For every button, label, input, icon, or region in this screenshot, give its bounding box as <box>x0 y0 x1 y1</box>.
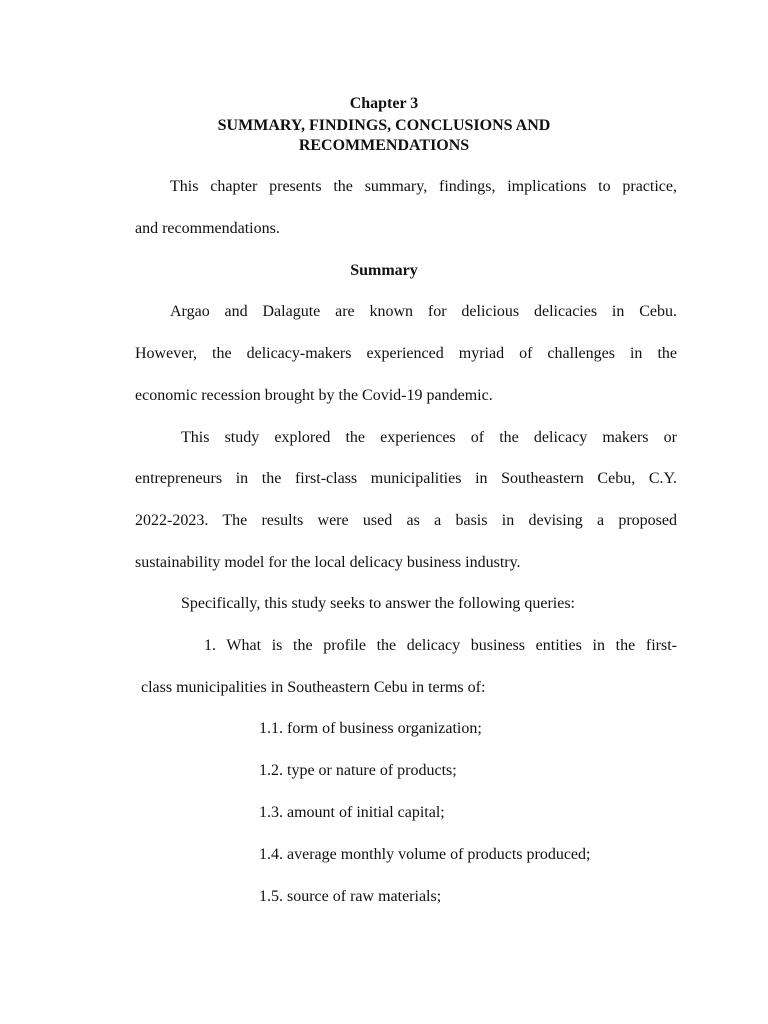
summary-heading: Summary <box>350 262 418 279</box>
summary-para3: Specifically, this study seeks to answer the following queries: <box>181 595 575 612</box>
chapter-number: Chapter 3 <box>349 95 419 112</box>
question-1-line-2: class municipalities in Southeastern Cebu in terms of: <box>141 679 486 696</box>
chapter-title-line-1: SUMMARY, FINDINGS, CONCLUSIONS AND <box>217 117 551 134</box>
summary-para1-line-3: economic recession brought by the Covid-19 pandemic. <box>135 387 493 404</box>
intro-line-1: This chapter presents the summary, findings, implications to practice, <box>170 178 677 195</box>
summary-para1-line-1: Argao and Dalagute are known for delicious delicacies in Cebu. <box>170 303 677 320</box>
question-1-line-1: 1. What is the profile the delicacy business entities in the first- <box>204 637 677 654</box>
intro-line-2: and recommendations. <box>135 220 280 237</box>
list-item: 1.5. source of raw materials; <box>259 888 442 905</box>
chapter-title-line-2: RECOMMENDATIONS <box>298 137 470 154</box>
summary-para1-line-2: However, the delicacy-makers experienced myriad of challenges in the <box>135 345 677 362</box>
summary-para2-line-4: sustainability model for the local delicacy business industry. <box>135 554 521 571</box>
list-item: 1.1. form of business organization; <box>259 720 482 737</box>
summary-para2-line-3: 2022-2023. The results were used as a basis in devising a proposed <box>135 512 677 529</box>
list-item: 1.4. average monthly volume of products produced; <box>259 846 591 863</box>
summary-para2-line-1: This study explored the experiences of the delicacy makers or <box>181 429 677 446</box>
summary-para2-line-2: entrepreneurs in the first-class municipalities in Southeastern Cebu, C.Y. <box>135 470 677 487</box>
list-item: 1.2. type or nature of products; <box>259 762 457 779</box>
list-item: 1.3. amount of initial capital; <box>259 804 445 821</box>
